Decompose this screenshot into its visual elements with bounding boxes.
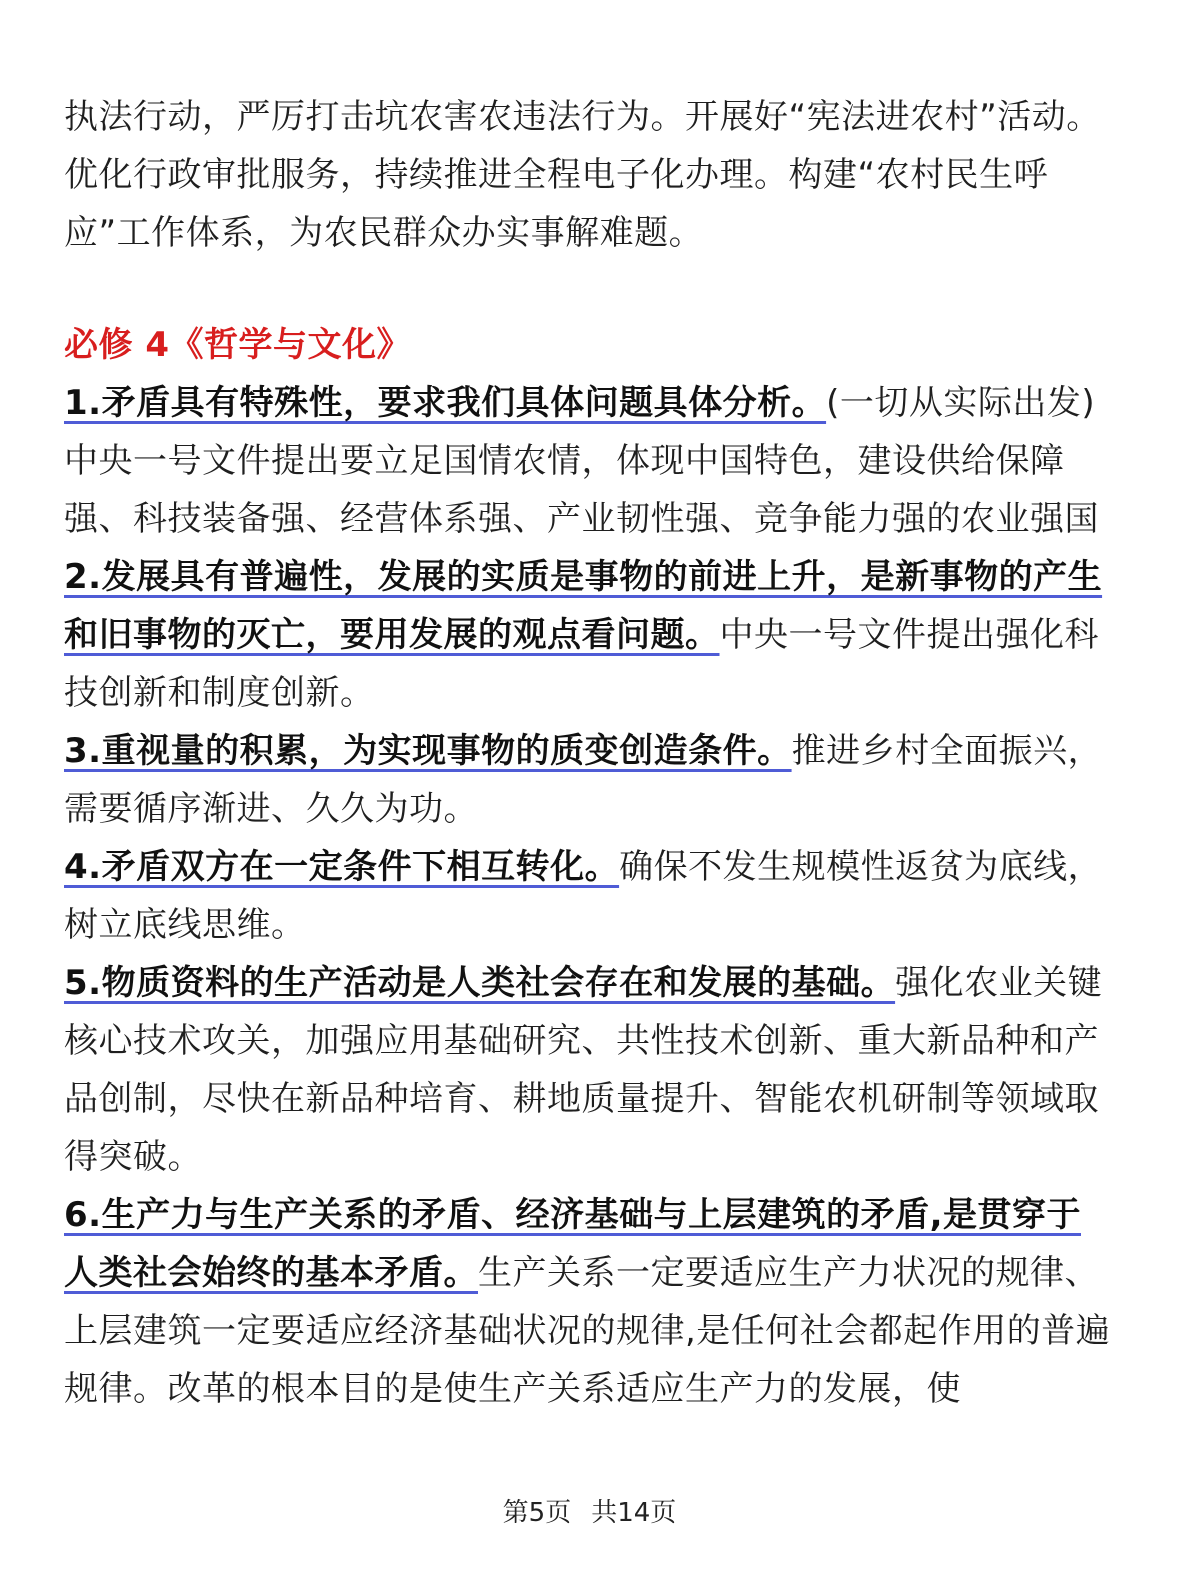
point-key-4: 4.矛盾双方在一定条件下相互转化。 — [64, 847, 620, 887]
page-total: 共14页 — [591, 1498, 677, 1528]
point-6 — [64, 1186, 1114, 1418]
point-body-5: 强化农业关键核心技术攻关，加强应用基础研究、共性技术创新、重大新品种和产品创制，尽快在新品种培育、耕地质量提升、智能农机研制等领域取得突破。 — [64, 963, 1103, 1177]
page-number: 第5页 — [502, 1498, 572, 1528]
section-title: 必修 4《哲学与文化》 — [64, 325, 411, 365]
point-key-5: 5.物质资料的生产活动是人类社会存在和发展的基础。 — [64, 963, 896, 1003]
page-footer — [0, 1492, 1179, 1529]
point-key-2: 2.发展具有普遍性，发展的实质是事物的前进上升，是新事物的产生和旧事物的灭亡，要用发展的观点看问题。 — [64, 557, 1103, 655]
point-2 — [64, 548, 1114, 722]
point-body-4: 确保不发生规模性返贫为底线，树立底线思维。 — [64, 847, 1103, 945]
point-body-2: 中央一号文件提出强化科技创新和制度创新。 — [64, 615, 1099, 713]
page-content — [64, 88, 1114, 1418]
intro-paragraph: 执法行动，严厉打击坑农害农违法行为。开展好“宪法进农村”活动。优化行政审批服务，持续推进全程电子化办理。构建“农村民生呼应”工作体系，为农民群众办实事解难题。 — [64, 97, 1101, 253]
point-body-6: 生产关系一定要适应生产力状况的规律、上层建筑一定要适应经济基础状况的规律,是任何社会都起作用的普遍规律。改革的根本目的是使生产关系适应生产力的发展，使 — [64, 1253, 1111, 1409]
point-key-1: 1.矛盾具有特殊性，要求我们具体问题具体分析。 — [64, 383, 827, 423]
point-key-6: 6.生产力与生产关系的矛盾、经济基础与上层建筑的矛盾,是贯穿于人类社会始终的基本矛盾。 — [64, 1195, 1081, 1293]
point-body-3: 推进乡村全面振兴，需要循序渐进、久久为功。 — [64, 731, 1103, 829]
point-3 — [64, 722, 1114, 838]
point-4 — [64, 838, 1114, 954]
point-5 — [64, 954, 1114, 1186]
point-note-1: (一切从实际出发) — [826, 383, 1096, 423]
point-key-3: 3.重视量的积累，为实现事物的质变创造条件。 — [64, 731, 792, 771]
point-body-1: 中央一号文件提出要立足国情农情，体现中国特色，建设供给保障强、科技装备强、经营体系强、产业韧性强、竞争能力强的农业强国 — [64, 441, 1099, 539]
point-1 — [64, 374, 1114, 548]
